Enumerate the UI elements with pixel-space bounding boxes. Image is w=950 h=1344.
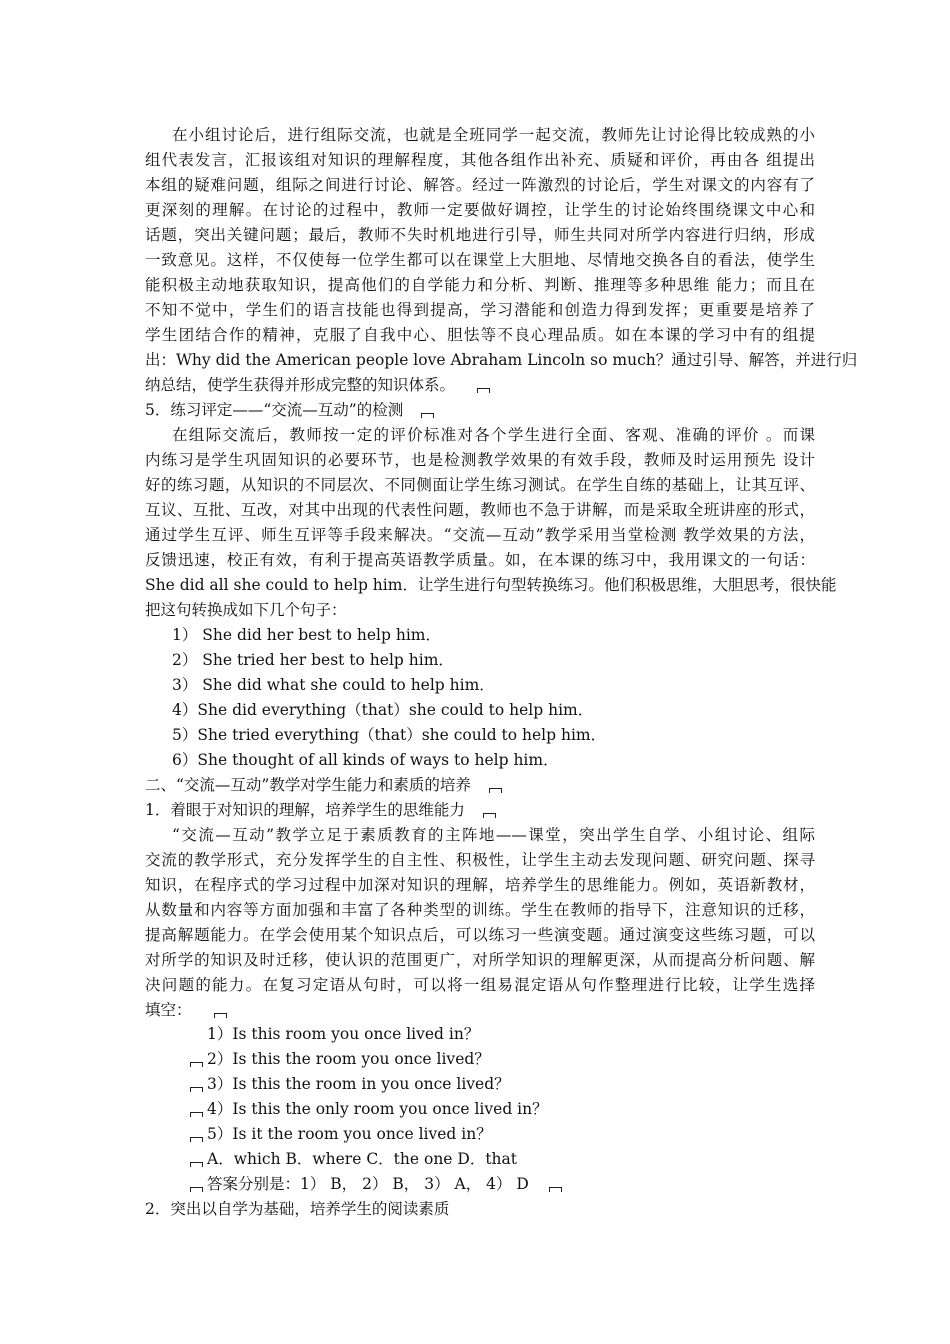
paragraph-line: 好的练习题，从知识的不同层次、不同侧面让学生练习测试。在学生自练的基础上，让其互评、 (145, 476, 815, 494)
paragraph-line: 内练习是学生巩固知识的必要环节，也是检测教学效果的有效手段，教师及时运用预先 设计 (145, 451, 815, 469)
list-item: 6）She thought of all kinds of ways to help him． (172, 751, 559, 769)
exercise-item: 2）Is this the room you once lived？ (190, 1047, 860, 1072)
paragraph-line: 更深刻的理解。在讨论的过程中，教师一定要做好调控，让学生的讨论始终围绕课文中心和 (145, 201, 815, 219)
paragraph-line: 交流的教学形式，充分发挥学生的自主性、积极性，让学生主动去发现问题、研究问题、探寻 (145, 851, 815, 869)
paragraph-mark-icon (190, 1112, 203, 1117)
paragraph-mark-icon (483, 813, 496, 818)
list-item: 4）She did everything（that）she could to help him． (172, 701, 594, 719)
paragraph-line: “交流—互动”教学立足于素质教育的主阵地——课堂，突出学生自学、小组讨论、组际 (172, 826, 815, 844)
paragraph-mark-icon (214, 1013, 227, 1018)
list-item: 5）She tried everything（that）she could to help him． (172, 726, 607, 744)
exercise-options: A．which B．where C．the one D．that (190, 1147, 860, 1172)
paragraph-mark-icon (190, 1062, 203, 1067)
exercise-item: 3）Is this the room in you once lived？ (190, 1072, 860, 1097)
section-heading: 1．着眼于对知识的理解，培养学生的思维能力 (145, 798, 815, 823)
paragraph-line: 从数量和内容等方面加强和丰富了各种类型的训练。学生在教师的指导下，注意知识的迁移， (145, 901, 815, 919)
section-heading: 二、“交流—互动”教学对学生能力和素质的培养 (145, 773, 815, 798)
paragraph-line: 互议、互批、互改，对其中出现的代表性问题，教师也不急于讲解，而是采取全班讲座的形式， (145, 501, 815, 519)
paragraph-mark-icon (190, 1137, 203, 1142)
paragraph-line: 本组的疑难问题，组际之间进行讨论、解答。经过一阵激烈的讨论后，学生对课文的内容有了 (145, 176, 815, 194)
paragraph-mark-icon (421, 413, 434, 418)
paragraph-line: 能积极主动地获取知识，提高他们的自学能力和分析、判断、推理等多种思维 能力；而且在 (145, 276, 815, 294)
paragraph-line: 反馈迅速，校正有效，有利于提高英语教学质量。如，在本课的练习中，我用课文的一句话： (145, 551, 815, 569)
paragraph-line: 对所学的知识及时迁移，使认识的范围更广，对所学知识的理解更深，从而提高分析问题、解 (145, 951, 815, 969)
exercise-item: 4）Is this the only room you once lived in？ (190, 1097, 860, 1122)
paragraph-line: 不知不觉中，学生们的语言技能也得到提高，学习潜能和创造力得到发挥；更重要是培养了 (145, 301, 815, 319)
paragraph-line: 一致意见。这样，不仅使每一位学生都可以在课堂上大胆地、尽情地交换各自的看法，使学生 (145, 251, 815, 269)
paragraph-mark-icon (549, 1187, 562, 1192)
paragraph-line: 填空： (145, 998, 815, 1023)
exercise-item: 5）Is it the room you once lived in？ (190, 1122, 860, 1147)
paragraph-line: 在组际交流后，教师按一定的评价标准对各个学生进行全面、客观、准确的评价 。而课 (172, 426, 815, 444)
paragraph-line: 决问题的能力。在复习定语从句时，可以将一组易混定语从句作整理进行比较，让学生选择 (145, 976, 815, 994)
paragraph-line: 话题，突出关键问题；最后，教师不失时机地进行引导，师生共同对所学内容进行归纳，形成 (145, 226, 815, 244)
paragraph-line: 把这句转换成如下几个句子： (145, 601, 347, 619)
paragraph-line: 提高解题能力。在学会使用某个知识点后，可以练习一些演变题。通过演变这些练习题，可以 (145, 926, 815, 944)
section-heading: 5．练习评定——“交流—互动”的检测 (145, 398, 815, 423)
paragraph-mark-icon (477, 388, 490, 393)
list-item: 2） She tried her best to help him． (172, 651, 454, 669)
paragraph-line: 纳总结，使学生获得并形成完整的知识体系。 (145, 373, 815, 398)
paragraph-mark-icon (489, 788, 502, 793)
paragraph-line: 在小组讨论后，进行组际交流，也就是全班同学一起交流，教师先让讨论得比较成熟的小 (172, 126, 815, 144)
paragraph-line: 通过学生互评、师生互评等手段来解决。“交流—互动”教学采用当堂检测 教学效果的方法， (145, 526, 815, 544)
exercise-item: 1）Is this room you once lived in？ (207, 1025, 480, 1043)
list-item: 1） She did her best to help him． (172, 626, 442, 644)
answer-line: 答案分别是：1） B， 2） B， 3） A， 4） D (190, 1172, 860, 1197)
section-heading: 2．突出以自学为基础，培养学生的阅读素质 (145, 1200, 450, 1218)
paragraph-mark-icon (190, 1187, 203, 1192)
paragraph-line: 组代表发言，汇报该组对知识的理解程度，其他各组作出补充、质疑和评价，再由各 组提出 (145, 151, 815, 169)
paragraph-mark-icon (190, 1162, 203, 1167)
paragraph-line: She did all she could to help him．让学生进行句型转换练习。他们积极思维，大胆思考，很快能 (145, 576, 837, 594)
paragraph-mark-icon (190, 1087, 203, 1092)
paragraph-line: 出：Why did the American people love Abraham Lincoln so much？通过引导、解答，并进行归 (145, 351, 858, 369)
paragraph-line: 学生团结合作的精神，克服了自我中心、胆怯等不良心理品质。如在本课的学习中有的组提 (145, 326, 815, 344)
paragraph-line: 知识，在程序式的学习过程中加深对知识的理解，培养学生的思维能力。例如，英语新教材， (145, 876, 815, 894)
list-item: 3） She did what she could to help him． (172, 676, 495, 694)
